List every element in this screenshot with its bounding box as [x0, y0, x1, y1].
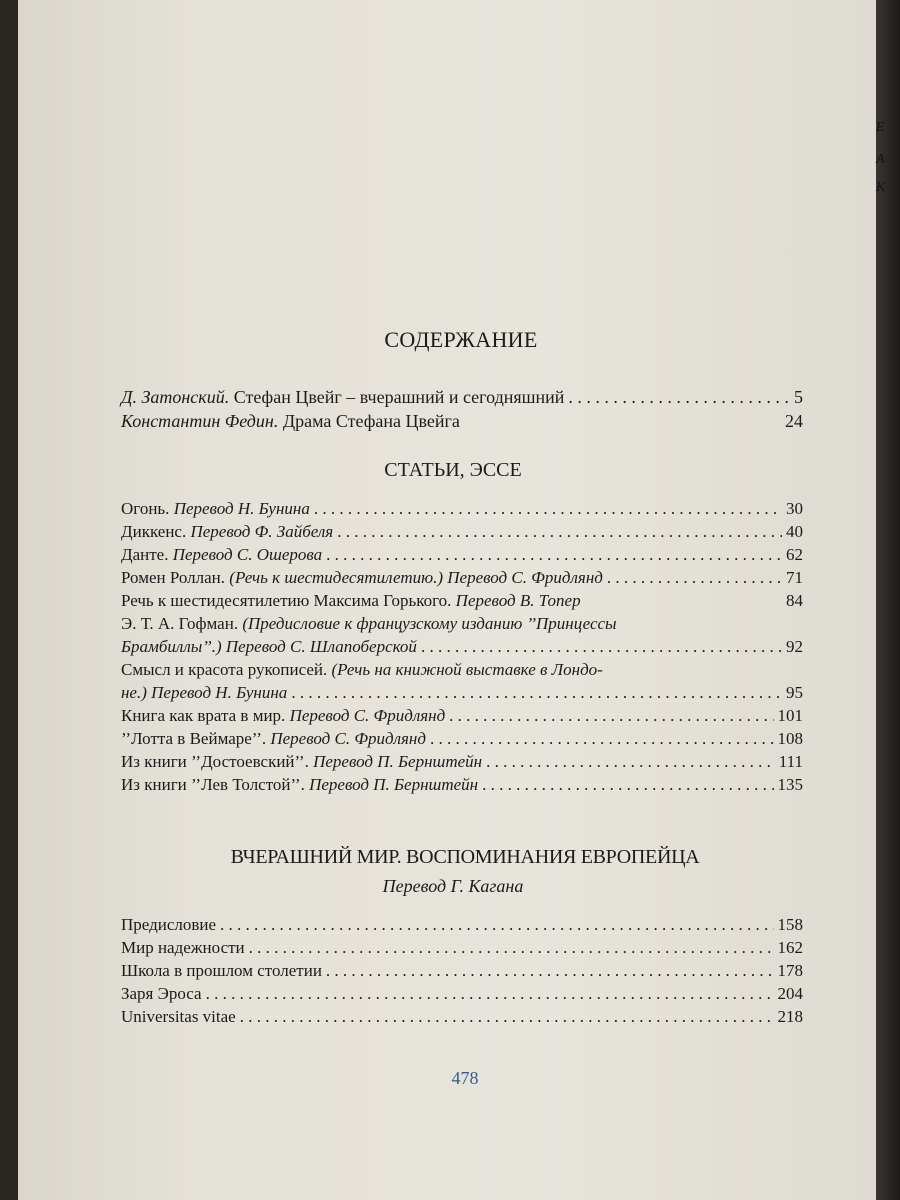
edge-letter: Е	[876, 120, 885, 135]
entry-translator: Перевод С. Ошерова	[172, 545, 323, 564]
entry-author: Д. Затонский.	[121, 387, 230, 407]
entry-title: Школа в прошлом столетии	[121, 961, 322, 980]
toc-entry	[121, 774, 803, 796]
entry-page: 71	[786, 568, 803, 587]
entry-title: Э. Т. А. Гофман.	[121, 614, 243, 633]
toc-entry	[121, 937, 803, 959]
entry-title: Огонь.	[121, 499, 174, 518]
toc-entry	[121, 386, 803, 408]
toc-entry	[121, 410, 803, 432]
entry-title: Universitas vitae	[121, 1007, 236, 1026]
toc-entry	[121, 914, 803, 936]
entry-title: Стефан Цвейг – вчерашний и сегодняшний	[233, 387, 565, 407]
leader-dots	[326, 544, 782, 566]
toc-entry	[121, 682, 803, 704]
entry-page: 158	[777, 915, 803, 934]
entry-page: 178	[777, 961, 803, 980]
toc-entry	[121, 544, 803, 566]
entry-page: 218	[777, 1007, 803, 1026]
entry-title: Смысл и красота рукописей.	[121, 660, 332, 679]
edge-letter: А	[876, 152, 885, 167]
leader-dots	[206, 983, 774, 1005]
entry-page: 40	[786, 522, 803, 541]
entry-translator: не.) Перевод Н. Бунина	[121, 683, 288, 702]
leader-dots	[568, 386, 790, 408]
entry-title: Данте.	[121, 545, 173, 564]
entry-title: Из книги ’’Достоевский’’.	[121, 752, 314, 771]
leader-dots	[240, 1006, 774, 1028]
entry-translator: Перевод С. Фридлянд	[270, 729, 426, 748]
toc-entry	[121, 983, 803, 1005]
entry-title: Речь к шестидесятилетию Максима Горького.	[121, 591, 456, 610]
section-title-articles: СТАТЬИ, ЭССЕ	[384, 459, 522, 481]
entry-page: 108	[777, 729, 803, 748]
leader-dots	[421, 636, 782, 658]
toc-entry	[121, 590, 803, 612]
entry-page: 95	[786, 683, 803, 702]
entry-translator: (Речь на книжной выставке в Лондо-	[331, 660, 603, 679]
section-subtitle: Перевод Г. Кагана	[382, 876, 524, 896]
entry-page: 5	[794, 387, 803, 407]
entry-translator: Брамбиллы’’.) Перевод С. Шлапоберской	[121, 637, 417, 656]
section-title-memoirs: ВЧЕРАШНИЙ МИР. ВОСПОМИНАНИЯ ЕВРОПЕЙЦА	[230, 846, 700, 868]
entry-author: Константин Федин.	[121, 411, 279, 431]
toc-entry	[121, 613, 803, 635]
entry-page: 101	[777, 706, 803, 725]
entry-translator: Перевод В. Топер	[455, 591, 581, 610]
edge-letter: К	[876, 180, 886, 195]
entry-page: 62	[786, 545, 803, 564]
toc-entry	[121, 521, 803, 543]
page-title: СОДЕРЖАНИЕ	[384, 327, 538, 352]
leader-dots	[291, 682, 782, 704]
toc-entry	[121, 567, 803, 589]
leader-dots	[486, 751, 775, 773]
entry-page: 30	[786, 499, 803, 518]
entry-page: 204	[777, 984, 803, 1003]
leader-dots	[314, 498, 782, 520]
entry-title: Книга как врата в мир.	[121, 706, 290, 725]
entry-translator: Перевод Ф. Зайбеля	[190, 522, 334, 541]
entry-title: Ромен Роллан.	[121, 568, 230, 587]
entry-page: 84	[786, 591, 803, 610]
toc-entry	[121, 498, 803, 520]
entry-page: 92	[786, 637, 803, 656]
entry-translator: Перевод П. Бернштейн	[313, 752, 483, 771]
toc-entry	[121, 659, 803, 681]
entry-page: 111	[778, 752, 803, 771]
entry-title: Мир надежности	[121, 938, 245, 957]
toc-entry	[121, 751, 803, 773]
leader-dots	[482, 774, 773, 796]
entry-title: Драма Стефана Цвейга	[282, 411, 460, 431]
entry-translator: Перевод С. Фридлянд	[289, 706, 446, 725]
leader-dots	[326, 960, 774, 982]
entry-page: 24	[785, 411, 803, 431]
entry-title: Заря Эроса	[121, 984, 202, 1003]
entry-title: ’’Лотта в Веймаре’’.	[121, 729, 271, 748]
leader-dots	[220, 914, 773, 936]
entry-translator: Перевод Н. Бунина	[173, 499, 310, 518]
entry-translator: (Предисловие к французскому изданию ’’Принцессы	[242, 614, 617, 633]
entry-translator: Перевод П. Бернштейн	[309, 775, 479, 794]
entry-translator: (Речь к шестидесятилетию.) Перевод С. Фридлянд	[229, 568, 603, 587]
entry-page: 162	[777, 938, 803, 957]
leader-dots	[249, 937, 774, 959]
leader-dots	[449, 705, 773, 727]
toc-entry	[121, 705, 803, 727]
leader-dots	[430, 728, 774, 750]
toc-entry	[121, 1006, 803, 1028]
entry-page: 135	[777, 775, 803, 794]
toc-entry	[121, 636, 803, 658]
leader-dots	[607, 567, 782, 589]
entry-title: Диккенс.	[121, 522, 191, 541]
book-page	[18, 0, 876, 1200]
leader-dots	[337, 521, 782, 543]
page-number: 478	[451, 1068, 479, 1088]
toc-entry	[121, 728, 803, 750]
entry-title: Из книги ’’Лев Толстой’’.	[121, 775, 310, 794]
toc-entry	[121, 960, 803, 982]
entry-title: Предисловие	[121, 915, 217, 934]
